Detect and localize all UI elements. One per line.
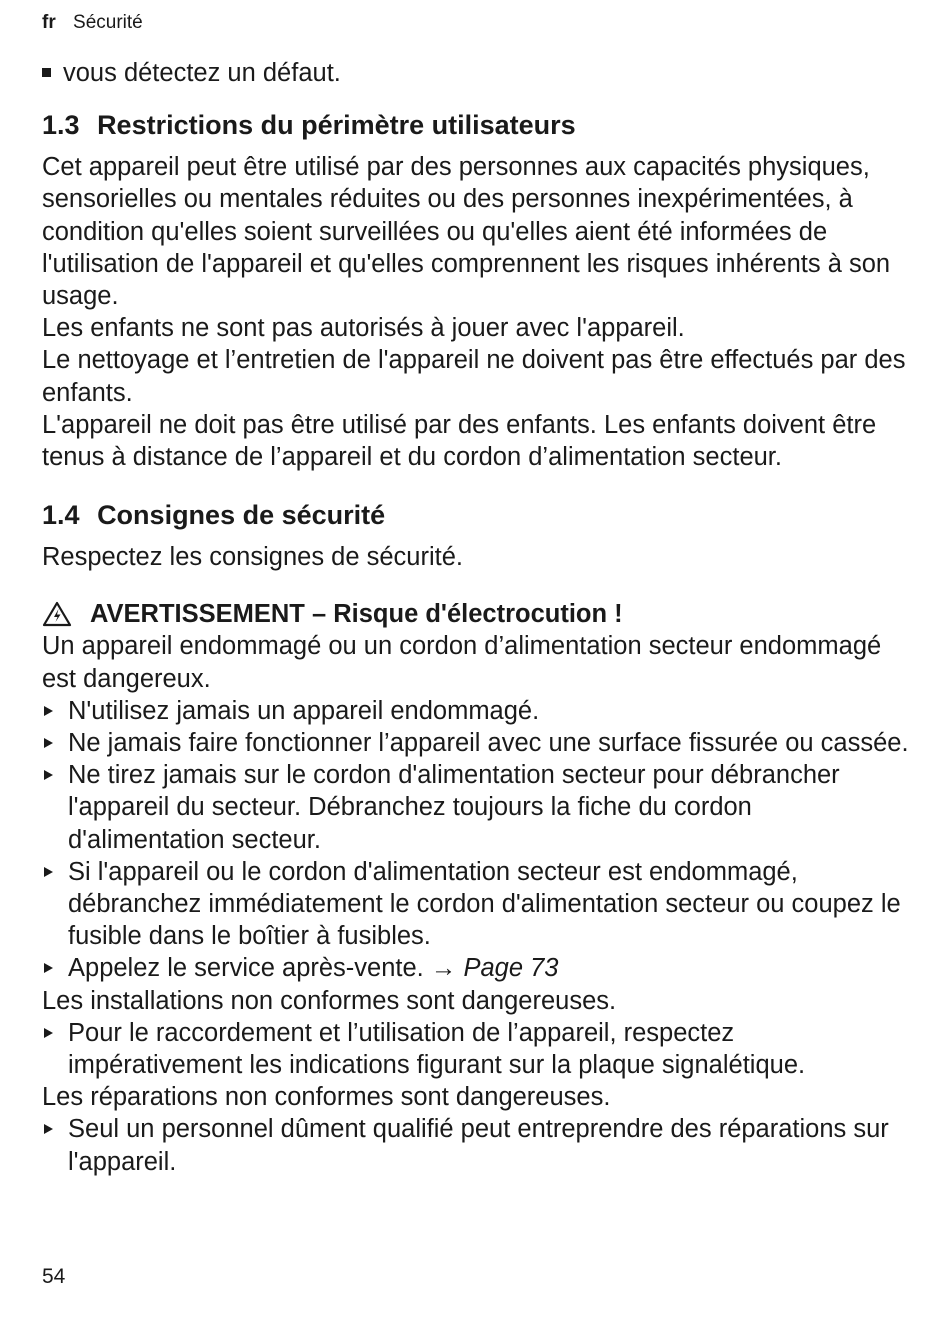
page-content [42, 57, 912, 1178]
paragraph: Le nettoyage et l’entretien de l'appareil ne doivent pas être effectués par des enfants. [42, 346, 906, 407]
list-item [42, 1113, 912, 1177]
warning-title: AVERTISSEMENT – Risque d'électrocution ! [90, 600, 623, 629]
language-code: fr [42, 12, 56, 33]
list-item-text: Si l'appareil ou le cordon d'alimentation secteur est endommagé, débranchez immédiatement le cordon d'alimentation secteur ou coupez le fusible dans le boîtier à fusibles. [68, 857, 901, 951]
warning-triangle-icon [42, 601, 72, 627]
warning-text: Les installations non conformes sont dangereuses. [42, 986, 617, 1015]
list-item-text [68, 952, 912, 984]
square-bullet-icon [42, 68, 51, 77]
service-text: Appelez le service après-vente. [68, 954, 424, 983]
section-heading-1-3 [42, 109, 912, 141]
list-item-text: Ne jamais faire fonctionner l’appareil avec une surface fissurée ou cassée. [68, 729, 909, 758]
list-item [42, 856, 912, 953]
section-intro: Respectez les consignes de sécurité. [42, 543, 463, 572]
section-number: 1.3 [42, 110, 80, 141]
warning-text: Les réparations non conformes sont dangereuses. [42, 1083, 611, 1112]
paragraph: Cet appareil peut être utilisé par des personnes aux capacités physiques, sensorielles ou mentales réduites ou des personnes inexpérimentées, à condition qu'elles soient surveillées ou qu'elles aient été informées de l'utilisation de l'appareil et qu'elles comprennent les risques inhérents à son usage. [42, 153, 891, 311]
page-header [42, 12, 143, 34]
paragraph: L'appareil ne doit pas être utilisé par des enfants. Les enfants doivent être tenus à distance de l’appareil et du cordon d’alimentation secteur. [42, 410, 877, 472]
list-item [42, 952, 912, 984]
list-item-text: Seul un personnel dûment qualifié peut entreprendre des réparations sur l'appareil. [68, 1115, 889, 1176]
section-title: Consignes de sécurité [97, 500, 386, 531]
warning-text: Un appareil endommagé ou un cordon d’alimentation secteur endommagé est dangereux. [42, 632, 882, 693]
section-label: Sécurité [73, 12, 143, 33]
list-item [42, 759, 912, 856]
warning-heading [42, 598, 912, 630]
page-reference-link[interactable]: → Page 73 [430, 954, 559, 983]
list-item-text: vous détectez un défaut. [63, 59, 341, 87]
list-item [42, 727, 912, 759]
list-item [42, 57, 912, 89]
list-item-text: Pour le raccordement et l’utilisation de l’appareil, respectez impérativement les indications figurant sur la plaque signalétique. [68, 1018, 806, 1080]
section-number: 1.4 [42, 500, 80, 531]
paragraph: Les enfants ne sont pas autorisés à jouer avec l'appareil. [42, 314, 685, 343]
page-number: 54 [42, 1265, 66, 1288]
list-item-text: Ne tirez jamais sur le cordon d'alimentation secteur pour débrancher l'appareil du secteur. Débranchez toujours la fiche du cordon d'alimentation secteur. [68, 761, 840, 854]
section-heading-1-4 [42, 499, 912, 531]
list-item [42, 695, 912, 727]
list-item [42, 1017, 912, 1081]
list-item-text: N'utilisez jamais un appareil endommagé. [68, 696, 540, 725]
section-title: Restrictions du périmètre utilisateurs [97, 110, 576, 141]
